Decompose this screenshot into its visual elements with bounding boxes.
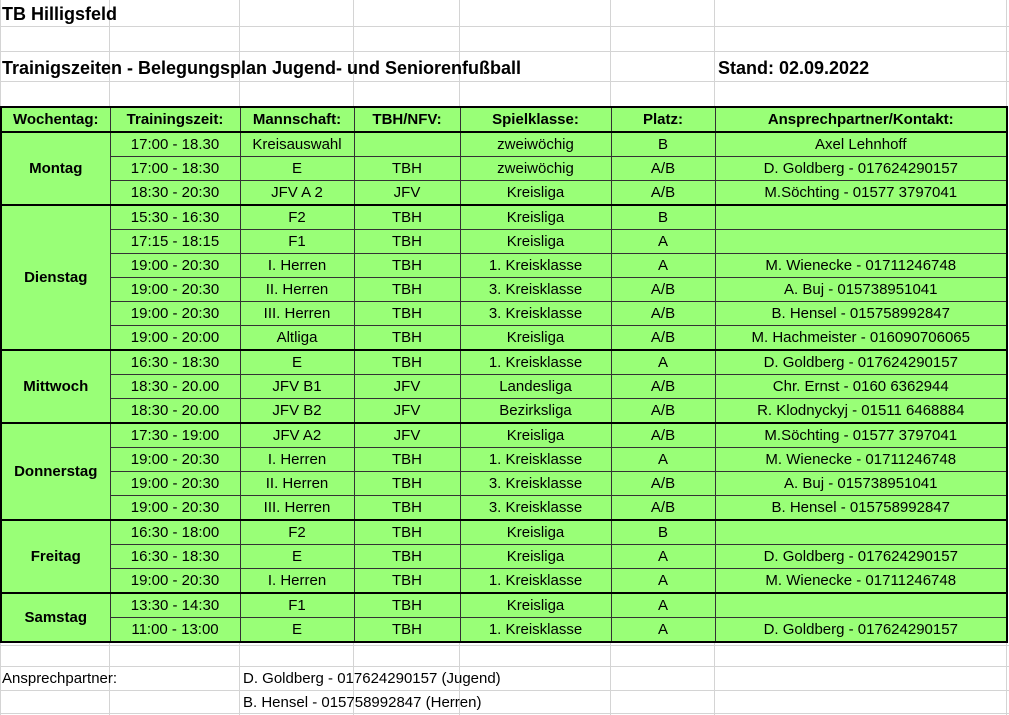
table-cell: D. Goldberg - 017624290157 [715, 545, 1007, 569]
table-cell: E [240, 157, 354, 181]
table-cell: TBH [354, 278, 460, 302]
stand-date: Stand: 02.09.2022 [718, 58, 870, 78]
table-cell: zweiwöchig [460, 157, 611, 181]
table-cell: 17:15 - 18:15 [110, 230, 240, 254]
column-header: Trainingszeit: [110, 107, 240, 132]
table-cell: E [240, 545, 354, 569]
table-cell: F1 [240, 230, 354, 254]
table-cell: I. Herren [240, 448, 354, 472]
table-cell: Bezirksliga [460, 399, 611, 424]
table-cell: TBH [354, 569, 460, 594]
table-cell: 19:00 - 20:30 [110, 496, 240, 521]
table-cell: 18:30 - 20:30 [110, 181, 240, 206]
table-cell: Kreisliga [460, 520, 611, 545]
table-cell: B [611, 132, 715, 157]
table-cell: 3. Kreisklasse [460, 278, 611, 302]
table-cell: 3. Kreisklasse [460, 472, 611, 496]
table-cell: JFV [354, 399, 460, 424]
table-cell: A. Buj - 015738951041 [715, 472, 1007, 496]
table-row [1, 472, 1007, 496]
table-row [1, 618, 1007, 643]
table-cell: A/B [611, 496, 715, 521]
table-row [1, 157, 1007, 181]
table-row [1, 181, 1007, 206]
table-cell: A [611, 448, 715, 472]
column-header: TBH/NFV: [354, 107, 460, 132]
table-cell [715, 520, 1007, 545]
table-cell: zweiwöchig [460, 132, 611, 157]
table-cell: 19:00 - 20:30 [110, 278, 240, 302]
table-cell: 19:00 - 20:30 [110, 448, 240, 472]
table-cell: M. Wienecke - 01711246748 [715, 254, 1007, 278]
table-cell: F1 [240, 593, 354, 618]
footer-contact-label: Ansprechpartner: [2, 670, 118, 687]
table-cell: 17:00 - 18.30 [110, 132, 240, 157]
table-cell: 3. Kreisklasse [460, 302, 611, 326]
footer-contact-youth: D. Goldberg - 017624290157 (Jugend) [243, 670, 501, 687]
table-cell: A [611, 569, 715, 594]
weekday-cell: Samstag [1, 593, 110, 642]
table-cell: JFV A2 [240, 423, 354, 448]
table-cell: 15:30 - 16:30 [110, 205, 240, 230]
table-cell: 1. Kreisklasse [460, 618, 611, 643]
table-cell: TBH [354, 302, 460, 326]
table-cell: 19:00 - 20:30 [110, 254, 240, 278]
table-cell: Kreisliga [460, 593, 611, 618]
table-cell: 1. Kreisklasse [460, 254, 611, 278]
weekday-cell: Donnerstag [1, 423, 110, 520]
table-cell: A/B [611, 181, 715, 206]
table-cell: 17:00 - 18:30 [110, 157, 240, 181]
table-cell: A/B [611, 326, 715, 351]
table-cell: 16:30 - 18:00 [110, 520, 240, 545]
table-row [1, 326, 1007, 351]
table-cell: II. Herren [240, 472, 354, 496]
table-cell: TBH [354, 326, 460, 351]
table-cell: 19:00 - 20:30 [110, 569, 240, 594]
table-cell: 18:30 - 20.00 [110, 399, 240, 424]
table-cell: M. Wienecke - 01711246748 [715, 448, 1007, 472]
table-cell: I. Herren [240, 569, 354, 594]
table-cell: A/B [611, 423, 715, 448]
table-cell: D. Goldberg - 017624290157 [715, 618, 1007, 643]
table-cell: TBH [354, 254, 460, 278]
table-cell: II. Herren [240, 278, 354, 302]
table-row [1, 520, 1007, 545]
table-row [1, 423, 1007, 448]
table-cell: 11:00 - 13:00 [110, 618, 240, 643]
table-cell: 19:00 - 20:30 [110, 472, 240, 496]
table-cell: TBH [354, 520, 460, 545]
table-cell: I. Herren [240, 254, 354, 278]
training-schedule-table [0, 106, 1008, 643]
table-row [1, 205, 1007, 230]
table-cell: B. Hensel - 015758992847 [715, 302, 1007, 326]
table-cell: TBH [354, 496, 460, 521]
table-cell: JFV [354, 181, 460, 206]
table-cell: Kreisliga [460, 230, 611, 254]
table-row [1, 302, 1007, 326]
table-cell: TBH [354, 545, 460, 569]
table-header-row [1, 107, 1007, 132]
table-row [1, 399, 1007, 424]
table-cell: III. Herren [240, 496, 354, 521]
table-cell: 1. Kreisklasse [460, 350, 611, 375]
column-header: Platz: [611, 107, 715, 132]
table-cell: Kreisauswahl [240, 132, 354, 157]
table-cell: JFV A 2 [240, 181, 354, 206]
table-cell: Chr. Ernst - 0160 6362944 [715, 375, 1007, 399]
table-cell: Kreisliga [460, 423, 611, 448]
table-row [1, 593, 1007, 618]
table-cell: M. Wienecke - 01711246748 [715, 569, 1007, 594]
table-cell [354, 132, 460, 157]
table-cell: Landesliga [460, 375, 611, 399]
table-cell: 3. Kreisklasse [460, 496, 611, 521]
table-cell: JFV [354, 375, 460, 399]
weekday-cell: Freitag [1, 520, 110, 593]
table-cell: R. Klodnyckyj - 01511 6468884 [715, 399, 1007, 424]
table-cell: M.Söchting - 01577 3797041 [715, 423, 1007, 448]
table-cell: D. Goldberg - 017624290157 [715, 157, 1007, 181]
table-cell: D. Goldberg - 017624290157 [715, 350, 1007, 375]
table-cell: A/B [611, 302, 715, 326]
table-row [1, 496, 1007, 521]
weekday-cell: Montag [1, 132, 110, 205]
table-row [1, 230, 1007, 254]
table-cell: A/B [611, 399, 715, 424]
table-cell: A/B [611, 472, 715, 496]
table-cell: TBH [354, 472, 460, 496]
table-row [1, 278, 1007, 302]
club-name: TB Hilligsfeld [2, 4, 118, 24]
table-row [1, 350, 1007, 375]
table-cell: E [240, 350, 354, 375]
table-cell: 1. Kreisklasse [460, 569, 611, 594]
table-cell: F2 [240, 520, 354, 545]
table-row [1, 132, 1007, 157]
table-cell: TBH [354, 230, 460, 254]
table-cell: A [611, 350, 715, 375]
table-cell: M. Hachmeister - 016090706065 [715, 326, 1007, 351]
table-cell: JFV B1 [240, 375, 354, 399]
table-cell: B [611, 520, 715, 545]
table-cell: B [611, 205, 715, 230]
table-cell: TBH [354, 350, 460, 375]
table-cell: 17:30 - 19:00 [110, 423, 240, 448]
table-cell [715, 205, 1007, 230]
table-cell: A [611, 618, 715, 643]
table-cell: JFV [354, 423, 460, 448]
table-cell: Axel Lehnhoff [715, 132, 1007, 157]
column-header: Spielklasse: [460, 107, 611, 132]
table-cell: A [611, 545, 715, 569]
page-title: Trainigszeiten - Belegungsplan Jugend- und Seniorenfußball [2, 58, 522, 78]
table-cell: 18:30 - 20.00 [110, 375, 240, 399]
table-cell: TBH [354, 448, 460, 472]
table-cell: A. Buj - 015738951041 [715, 278, 1007, 302]
table-row [1, 375, 1007, 399]
table-cell: F2 [240, 205, 354, 230]
table-row [1, 545, 1007, 569]
table-row [1, 254, 1007, 278]
column-header: Mannschaft: [240, 107, 354, 132]
table-cell: 1. Kreisklasse [460, 448, 611, 472]
table-cell: Kreisliga [460, 545, 611, 569]
table-cell: III. Herren [240, 302, 354, 326]
table-cell: TBH [354, 205, 460, 230]
weekday-cell: Mittwoch [1, 350, 110, 423]
table-cell: M.Söchting - 01577 3797041 [715, 181, 1007, 206]
table-cell: E [240, 618, 354, 643]
table-row [1, 569, 1007, 594]
table-cell: 16:30 - 18:30 [110, 545, 240, 569]
table-cell: Kreisliga [460, 326, 611, 351]
weekday-cell: Dienstag [1, 205, 110, 350]
table-cell: A/B [611, 157, 715, 181]
table-cell: Altliga [240, 326, 354, 351]
table-cell: A/B [611, 278, 715, 302]
table-cell: TBH [354, 618, 460, 643]
footer-contact-seniors: B. Hensel - 015758992847 (Herren) [243, 694, 482, 711]
table-cell [715, 230, 1007, 254]
table-cell: TBH [354, 593, 460, 618]
table-cell: 16:30 - 18:30 [110, 350, 240, 375]
table-row [1, 448, 1007, 472]
table-cell [715, 593, 1007, 618]
table-cell: TBH [354, 157, 460, 181]
table-cell: A [611, 593, 715, 618]
table-cell: 13:30 - 14:30 [110, 593, 240, 618]
column-header: Wochentag: [1, 107, 110, 132]
column-header: Ansprechpartner/Kontakt: [715, 107, 1007, 132]
table-cell: 19:00 - 20:30 [110, 302, 240, 326]
table-cell: A [611, 254, 715, 278]
table-cell: B. Hensel - 015758992847 [715, 496, 1007, 521]
table-cell: A/B [611, 375, 715, 399]
table-cell: A [611, 230, 715, 254]
table-cell: Kreisliga [460, 205, 611, 230]
table-cell: JFV B2 [240, 399, 354, 424]
table-cell: 19:00 - 20:00 [110, 326, 240, 351]
table-cell: Kreisliga [460, 181, 611, 206]
